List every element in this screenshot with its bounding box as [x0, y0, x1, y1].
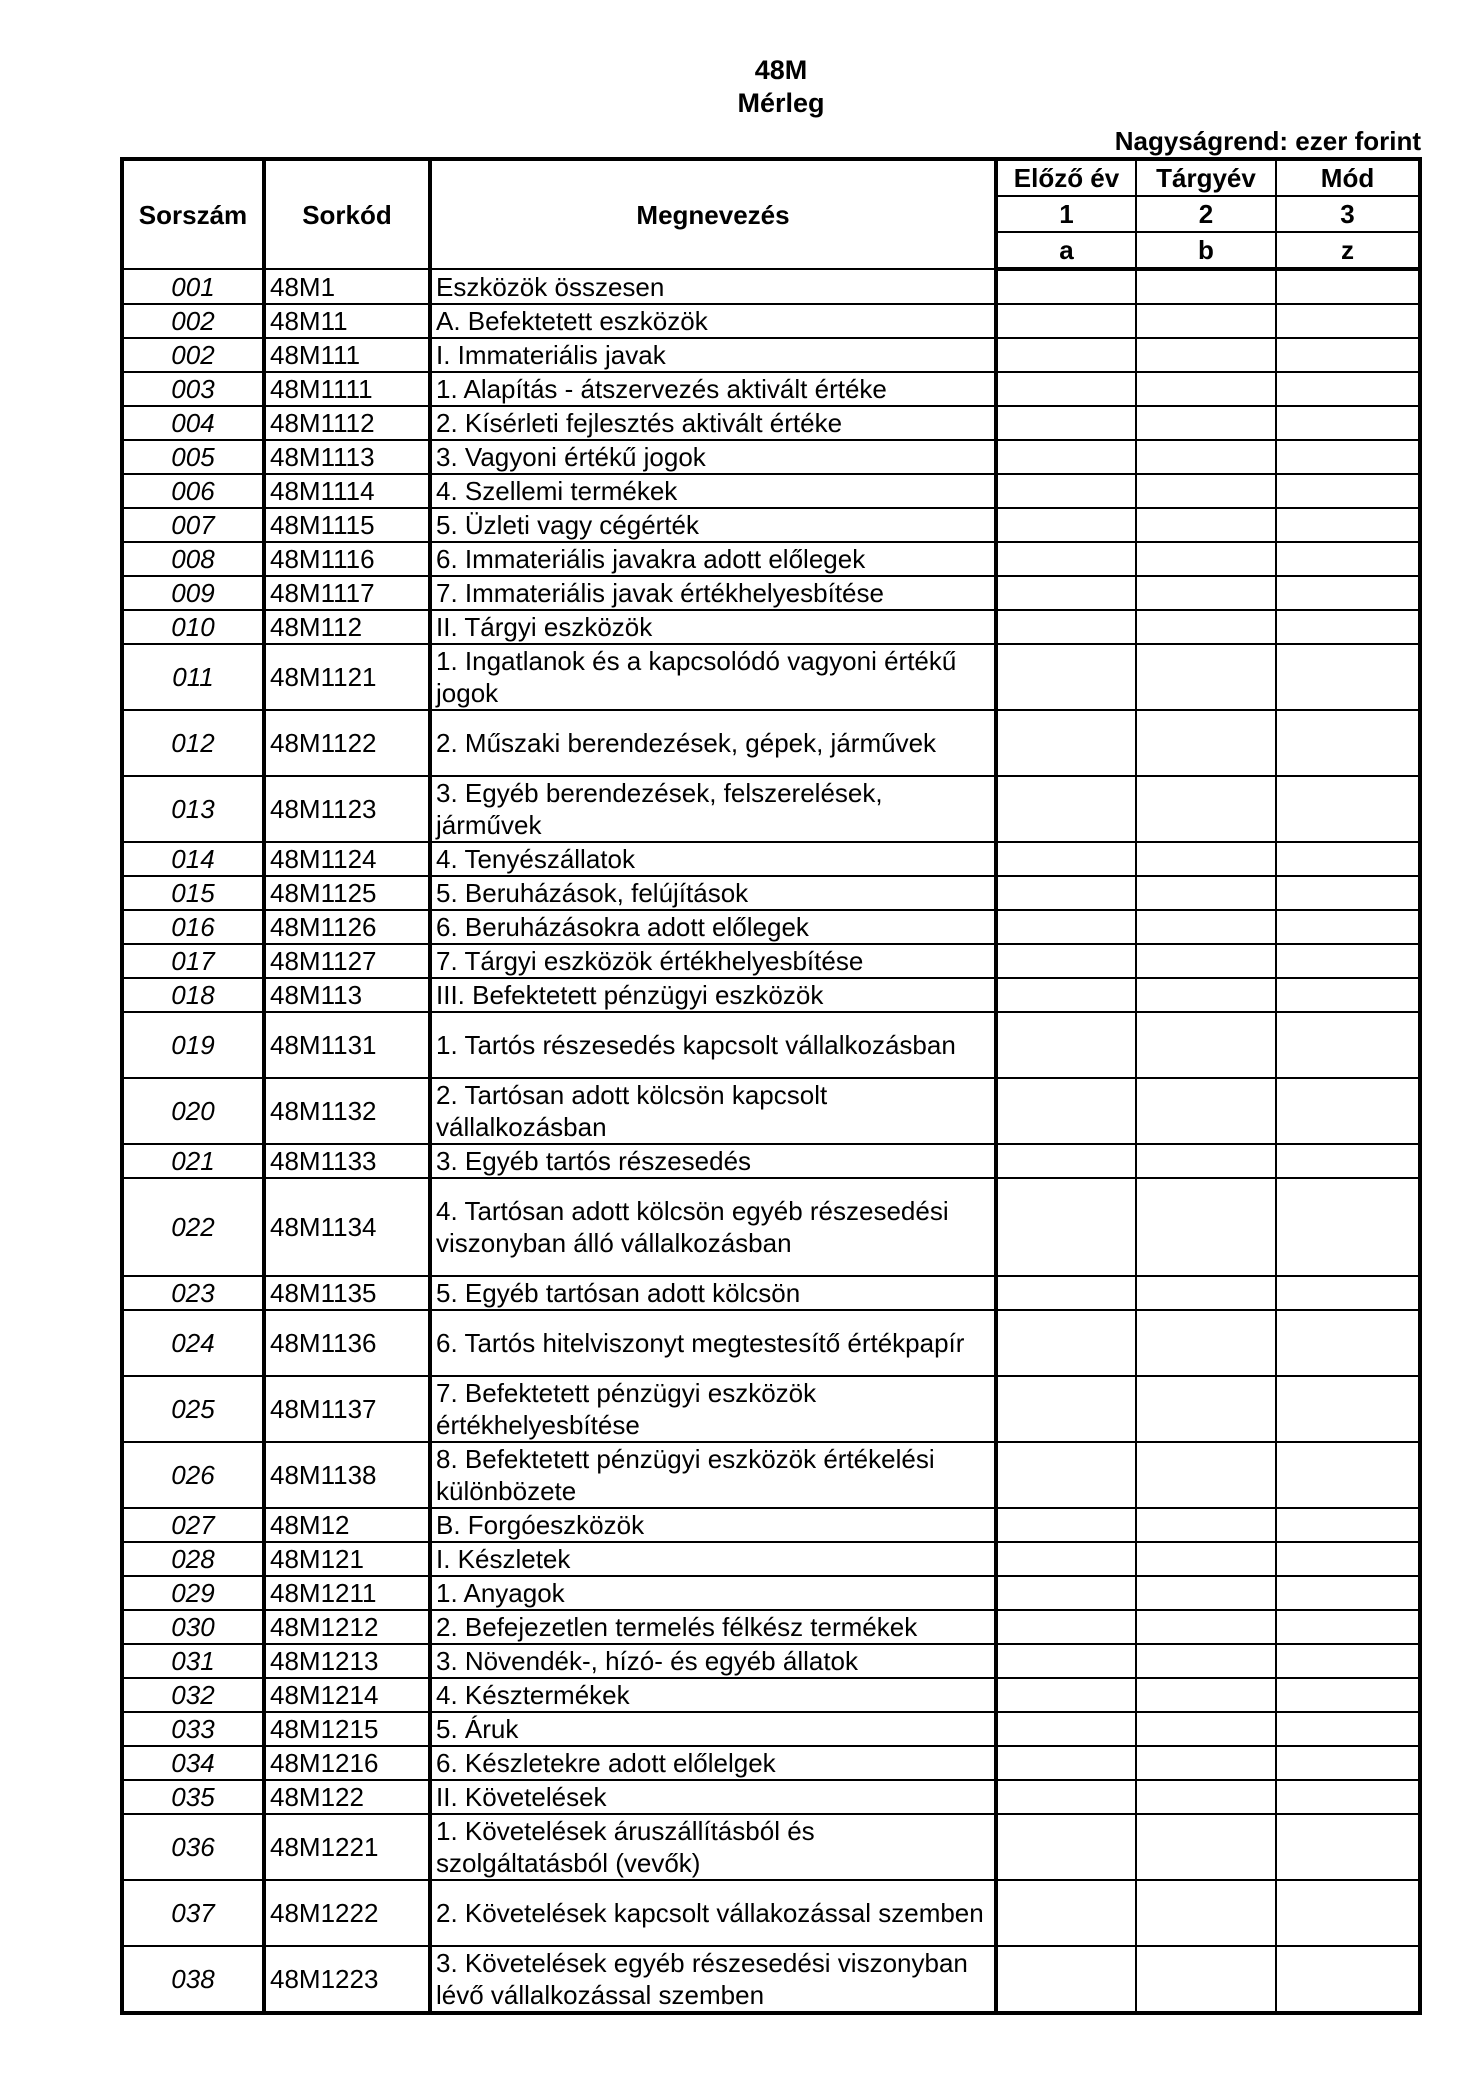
row-megnevezes: 5. Üzleti vagy cégérték [430, 508, 996, 542]
row-sorkod: 48M113 [264, 978, 430, 1012]
row-value-mod[interactable] [1276, 842, 1420, 876]
row-sorkod: 48M12 [264, 1508, 430, 1542]
row-value-targyev[interactable] [1136, 1880, 1276, 1946]
row-value-elozo-ev[interactable] [996, 1880, 1136, 1946]
row-sorkod: 48M1113 [264, 440, 430, 474]
row-megnevezes: 7. Immateriális javak értékhelyesbítése [430, 576, 996, 610]
row-value-targyev[interactable] [1136, 542, 1276, 576]
table-row [122, 944, 1420, 978]
row-value-mod[interactable] [1276, 372, 1420, 406]
row-value-elozo-ev[interactable] [996, 1678, 1136, 1712]
row-sorszam: 002 [122, 338, 264, 372]
row-sorszam: 019 [122, 1012, 264, 1078]
row-megnevezes: II. Tárgyi eszközök [430, 610, 996, 644]
row-sorkod: 48M1138 [264, 1442, 430, 1508]
row-sorkod: 48M1126 [264, 910, 430, 944]
row-value-mod[interactable] [1276, 1178, 1420, 1276]
row-megnevezes: 1. Anyagok [430, 1576, 996, 1610]
row-value-targyev[interactable] [1136, 269, 1276, 304]
table-row [122, 304, 1420, 338]
row-sorkod: 48M1212 [264, 1610, 430, 1644]
row-value-targyev[interactable] [1136, 1644, 1276, 1678]
row-value-targyev[interactable] [1136, 910, 1276, 944]
row-sorkod: 48M1211 [264, 1576, 430, 1610]
row-megnevezes: 5. Beruházások, felújítások [430, 876, 996, 910]
row-megnevezes: 4. Tenyészállatok [430, 842, 996, 876]
table-row [122, 1880, 1420, 1946]
row-sorszam: 013 [122, 776, 264, 842]
row-megnevezes: 3. Egyéb berendezések, felszerelések, járművek [430, 776, 996, 842]
row-value-mod[interactable] [1276, 1678, 1420, 1712]
row-value-mod[interactable] [1276, 542, 1420, 576]
table-row [122, 978, 1420, 1012]
row-value-elozo-ev[interactable] [996, 876, 1136, 910]
row-value-targyev[interactable] [1136, 1780, 1276, 1814]
row-value-elozo-ev[interactable] [996, 944, 1136, 978]
row-sorkod: 48M1132 [264, 1078, 430, 1144]
row-value-mod[interactable] [1276, 1946, 1420, 2013]
row-value-targyev[interactable] [1136, 1814, 1276, 1880]
row-value-mod[interactable] [1276, 1610, 1420, 1644]
row-value-targyev[interactable] [1136, 1542, 1276, 1576]
row-megnevezes: 8. Befektetett pénzügyi eszközök értékelési különbözete [430, 1442, 996, 1508]
row-sorszam: 008 [122, 542, 264, 576]
row-value-mod[interactable] [1276, 406, 1420, 440]
row-sorkod: 48M1116 [264, 542, 430, 576]
row-megnevezes: 6. Immateriális javakra adott előlegek [430, 542, 996, 576]
header-col2-num: 2 [1136, 196, 1276, 232]
header-col3-num: 3 [1276, 196, 1420, 232]
row-value-targyev[interactable] [1136, 1576, 1276, 1610]
row-value-targyev[interactable] [1136, 338, 1276, 372]
row-value-targyev[interactable] [1136, 1712, 1276, 1746]
row-value-elozo-ev[interactable] [996, 644, 1136, 710]
row-value-mod[interactable] [1276, 1508, 1420, 1542]
table-row [122, 474, 1420, 508]
row-sorszam: 025 [122, 1376, 264, 1442]
row-sorszam: 018 [122, 978, 264, 1012]
row-sorszam: 004 [122, 406, 264, 440]
row-value-mod[interactable] [1276, 910, 1420, 944]
row-value-targyev[interactable] [1136, 776, 1276, 842]
table-row [122, 406, 1420, 440]
row-value-elozo-ev[interactable] [996, 542, 1136, 576]
row-value-elozo-ev[interactable] [996, 338, 1136, 372]
row-value-elozo-ev[interactable] [996, 1814, 1136, 1880]
row-value-elozo-ev[interactable] [996, 269, 1136, 304]
row-sorszam: 036 [122, 1814, 264, 1880]
row-sorkod: 48M111 [264, 338, 430, 372]
row-sorkod: 48M1115 [264, 508, 430, 542]
row-sorkod: 48M1131 [264, 1012, 430, 1078]
row-value-mod[interactable] [1276, 776, 1420, 842]
table-row [122, 1610, 1420, 1644]
table-row [122, 1746, 1420, 1780]
table-row [122, 338, 1420, 372]
row-sorkod: 48M1223 [264, 1946, 430, 2013]
row-sorszam: 014 [122, 842, 264, 876]
row-value-elozo-ev[interactable] [996, 1644, 1136, 1678]
row-value-mod[interactable] [1276, 1644, 1420, 1678]
table-row [122, 1078, 1420, 1144]
row-sorkod: 48M1 [264, 269, 430, 304]
row-value-mod[interactable] [1276, 1442, 1420, 1508]
row-sorszam: 007 [122, 508, 264, 542]
table-row [122, 610, 1420, 644]
row-sorszam: 030 [122, 1610, 264, 1644]
table-row [122, 1814, 1420, 1880]
unit-label: Nagyságrend: ezer forint [1114, 126, 1421, 156]
table-row [122, 1542, 1420, 1576]
row-value-targyev[interactable] [1136, 1178, 1276, 1276]
row-sorkod: 48M1135 [264, 1276, 430, 1310]
row-sorszam: 026 [122, 1442, 264, 1508]
row-sorkod: 48M1114 [264, 474, 430, 508]
row-sorszam: 035 [122, 1780, 264, 1814]
table-row [122, 1276, 1420, 1310]
row-sorszam: 012 [122, 710, 264, 776]
table-row [122, 440, 1420, 474]
row-value-mod[interactable] [1276, 508, 1420, 542]
row-sorszam: 024 [122, 1310, 264, 1376]
header-col2-code: b [1136, 232, 1276, 269]
row-value-targyev[interactable] [1136, 406, 1276, 440]
header-col3-label: Mód [1276, 159, 1420, 196]
row-megnevezes: Eszközök összesen [430, 269, 996, 304]
row-sorkod: 48M1124 [264, 842, 430, 876]
row-value-mod[interactable] [1276, 440, 1420, 474]
row-sorszam: 011 [122, 644, 264, 710]
row-value-elozo-ev[interactable] [996, 474, 1136, 508]
row-sorkod: 48M1125 [264, 876, 430, 910]
table-row [122, 1576, 1420, 1610]
row-sorkod: 48M121 [264, 1542, 430, 1576]
row-value-mod[interactable] [1276, 304, 1420, 338]
row-value-targyev[interactable] [1136, 1078, 1276, 1144]
row-megnevezes: 3. Követelések egyéb részesedési viszonyban lévő vállalkozással szemben [430, 1946, 996, 2013]
row-value-targyev[interactable] [1136, 474, 1276, 508]
row-value-elozo-ev[interactable] [996, 776, 1136, 842]
row-value-elozo-ev[interactable] [996, 1542, 1136, 1576]
table-row [122, 1012, 1420, 1078]
table-row [122, 508, 1420, 542]
row-sorkod: 48M112 [264, 610, 430, 644]
row-megnevezes: 2. Műszaki berendezések, gépek, járművek [430, 710, 996, 776]
table-row [122, 876, 1420, 910]
table-row [122, 1178, 1420, 1276]
row-megnevezes: 7. Tárgyi eszközök értékhelyesbítése [430, 944, 996, 978]
row-value-mod[interactable] [1276, 944, 1420, 978]
row-megnevezes: I. Immateriális javak [430, 338, 996, 372]
row-megnevezes: 1. Követelések áruszállításból és szolgáltatásból (vevők) [430, 1814, 996, 1880]
table-row [122, 542, 1420, 576]
table-row [122, 1780, 1420, 1814]
row-value-mod[interactable] [1276, 1012, 1420, 1078]
row-value-targyev[interactable] [1136, 508, 1276, 542]
table-row [122, 1678, 1420, 1712]
row-megnevezes: 2. Követelések kapcsolt vállakozással szemben [430, 1880, 996, 1946]
row-sorszam: 023 [122, 1276, 264, 1310]
row-sorkod: 48M1111 [264, 372, 430, 406]
balance-sheet-table [120, 157, 1422, 2015]
row-sorkod: 48M1117 [264, 576, 430, 610]
table-row [122, 269, 1420, 304]
row-sorkod: 48M1215 [264, 1712, 430, 1746]
row-sorszam: 037 [122, 1880, 264, 1946]
row-value-elozo-ev[interactable] [996, 576, 1136, 610]
row-value-mod[interactable] [1276, 1814, 1420, 1880]
row-value-elozo-ev[interactable] [996, 1012, 1136, 1078]
row-sorkod: 48M1121 [264, 644, 430, 710]
row-sorszam: 038 [122, 1946, 264, 2013]
row-value-mod[interactable] [1276, 1780, 1420, 1814]
row-value-targyev[interactable] [1136, 1678, 1276, 1712]
row-value-targyev[interactable] [1136, 1276, 1276, 1310]
table-row [122, 1946, 1420, 2013]
row-sorkod: 48M1134 [264, 1178, 430, 1276]
row-sorkod: 48M1221 [264, 1814, 430, 1880]
row-sorkod: 48M1216 [264, 1746, 430, 1780]
row-value-elozo-ev[interactable] [996, 1310, 1136, 1376]
row-value-targyev[interactable] [1136, 1376, 1276, 1442]
row-sorszam: 027 [122, 1508, 264, 1542]
row-sorkod: 48M1122 [264, 710, 430, 776]
row-value-targyev[interactable] [1136, 1012, 1276, 1078]
row-sorkod: 48M1213 [264, 1644, 430, 1678]
row-sorszam: 015 [122, 876, 264, 910]
header-sorkod: Sorkód [264, 159, 430, 269]
row-value-mod[interactable] [1276, 1310, 1420, 1376]
row-value-mod[interactable] [1276, 338, 1420, 372]
row-value-elozo-ev[interactable] [996, 440, 1136, 474]
row-value-elozo-ev[interactable] [996, 610, 1136, 644]
row-value-mod[interactable] [1276, 1376, 1420, 1442]
table-row [122, 576, 1420, 610]
row-value-elozo-ev[interactable] [996, 1376, 1136, 1442]
row-megnevezes: 6. Beruházásokra adott előlegek [430, 910, 996, 944]
row-value-mod[interactable] [1276, 1144, 1420, 1178]
row-megnevezes: 1. Tartós részesedés kapcsolt vállalkozásban [430, 1012, 996, 1078]
row-megnevezes: 2. Tartósan adott kölcsön kapcsolt vállalkozásban [430, 1078, 996, 1144]
table-row [122, 1712, 1420, 1746]
row-value-elozo-ev[interactable] [996, 1442, 1136, 1508]
header-megnevezes: Megnevezés [430, 159, 996, 269]
table-row [122, 910, 1420, 944]
row-megnevezes: 2. Kísérleti fejlesztés aktivált értéke [430, 406, 996, 440]
row-value-mod[interactable] [1276, 1576, 1420, 1610]
row-value-targyev[interactable] [1136, 842, 1276, 876]
table-row [122, 1144, 1420, 1178]
row-sorszam: 033 [122, 1712, 264, 1746]
row-value-elozo-ev[interactable] [996, 1508, 1136, 1542]
row-value-elozo-ev[interactable] [996, 1178, 1136, 1276]
row-sorszam: 002 [122, 304, 264, 338]
row-value-mod[interactable] [1276, 269, 1420, 304]
header-col1-code: a [996, 232, 1136, 269]
row-value-targyev[interactable] [1136, 440, 1276, 474]
row-megnevezes: 3. Egyéb tartós részesedés [430, 1144, 996, 1178]
row-sorkod: 48M1136 [264, 1310, 430, 1376]
row-value-targyev[interactable] [1136, 1946, 1276, 2013]
table-body [122, 269, 1420, 2013]
row-value-targyev[interactable] [1136, 610, 1276, 644]
row-value-elozo-ev[interactable] [996, 1276, 1136, 1310]
row-value-elozo-ev[interactable] [996, 1946, 1136, 2013]
row-sorkod: 48M1137 [264, 1376, 430, 1442]
table-row [122, 1442, 1420, 1508]
row-sorkod: 48M11 [264, 304, 430, 338]
row-value-targyev[interactable] [1136, 1746, 1276, 1780]
row-megnevezes: 5. Áruk [430, 1712, 996, 1746]
row-sorszam: 034 [122, 1746, 264, 1780]
row-value-targyev[interactable] [1136, 1610, 1276, 1644]
table-row [122, 842, 1420, 876]
row-sorszam: 003 [122, 372, 264, 406]
row-megnevezes: 7. Befektetett pénzügyi eszközök értékhelyesbítése [430, 1376, 996, 1442]
row-megnevezes: 3. Növendék-, hízó- és egyéb állatok [430, 1644, 996, 1678]
row-value-elozo-ev[interactable] [996, 978, 1136, 1012]
row-value-elozo-ev[interactable] [996, 910, 1136, 944]
row-value-targyev[interactable] [1136, 876, 1276, 910]
row-value-targyev[interactable] [1136, 304, 1276, 338]
row-sorszam: 028 [122, 1542, 264, 1576]
row-sorszam: 029 [122, 1576, 264, 1610]
row-value-mod[interactable] [1276, 576, 1420, 610]
row-value-elozo-ev[interactable] [996, 1746, 1136, 1780]
row-sorszam: 031 [122, 1644, 264, 1678]
row-value-elozo-ev[interactable] [996, 304, 1136, 338]
row-sorszam: 016 [122, 910, 264, 944]
header-col3-code: z [1276, 232, 1420, 269]
row-value-targyev[interactable] [1136, 944, 1276, 978]
row-value-elozo-ev[interactable] [996, 1576, 1136, 1610]
row-value-mod[interactable] [1276, 978, 1420, 1012]
header-col2-label: Tárgyév [1136, 159, 1276, 196]
row-sorkod: 48M122 [264, 1780, 430, 1814]
header-col1-num: 1 [996, 196, 1136, 232]
row-sorszam: 032 [122, 1678, 264, 1712]
row-megnevezes: 1. Ingatlanok és a kapcsolódó vagyoni értékű jogok [430, 644, 996, 710]
row-megnevezes: 4. Késztermékek [430, 1678, 996, 1712]
row-value-mod[interactable] [1276, 1542, 1420, 1576]
table-row [122, 372, 1420, 406]
form-code-title: 48M [754, 55, 808, 85]
table-row [122, 1508, 1420, 1542]
row-sorszam: 005 [122, 440, 264, 474]
row-value-mod[interactable] [1276, 474, 1420, 508]
row-value-mod[interactable] [1276, 1712, 1420, 1746]
row-value-targyev[interactable] [1136, 1442, 1276, 1508]
row-value-mod[interactable] [1276, 644, 1420, 710]
row-value-elozo-ev[interactable] [996, 508, 1136, 542]
row-value-elozo-ev[interactable] [996, 710, 1136, 776]
row-megnevezes: 6. Készletekre adott előlelgek [430, 1746, 996, 1780]
row-value-elozo-ev[interactable] [996, 1144, 1136, 1178]
table-row [122, 644, 1420, 710]
table-row [122, 1644, 1420, 1678]
row-value-targyev[interactable] [1136, 644, 1276, 710]
row-sorszam: 006 [122, 474, 264, 508]
row-value-targyev[interactable] [1136, 372, 1276, 406]
row-value-elozo-ev[interactable] [996, 372, 1136, 406]
table-row [122, 1310, 1420, 1376]
row-sorszam: 022 [122, 1178, 264, 1276]
row-sorszam: 021 [122, 1144, 264, 1178]
row-sorszam: 009 [122, 576, 264, 610]
row-value-targyev[interactable] [1136, 978, 1276, 1012]
row-megnevezes: 5. Egyéb tartósan adott kölcsön [430, 1276, 996, 1310]
row-value-mod[interactable] [1276, 710, 1420, 776]
row-value-mod[interactable] [1276, 1880, 1420, 1946]
row-sorkod: 48M1222 [264, 1880, 430, 1946]
row-megnevezes: 6. Tartós hitelviszonyt megtestesítő értékpapír [430, 1310, 996, 1376]
row-megnevezes: 4. Tartósan adott kölcsön egyéb részesedési viszonyban álló vállalkozásban [430, 1178, 996, 1276]
row-value-targyev[interactable] [1136, 576, 1276, 610]
header-sorszam: Sorszám [122, 159, 264, 269]
row-value-elozo-ev[interactable] [996, 406, 1136, 440]
row-value-mod[interactable] [1276, 1078, 1420, 1144]
header-col1-label: Előző év [996, 159, 1136, 196]
row-megnevezes: II. Követelések [430, 1780, 996, 1814]
row-sorkod: 48M1127 [264, 944, 430, 978]
row-value-targyev[interactable] [1136, 1144, 1276, 1178]
row-megnevezes: B. Forgóeszközök [430, 1508, 996, 1542]
row-megnevezes: 4. Szellemi termékek [430, 474, 996, 508]
form-title: Mérleg [737, 88, 825, 118]
row-sorkod: 48M1123 [264, 776, 430, 842]
row-value-targyev[interactable] [1136, 1310, 1276, 1376]
row-value-mod[interactable] [1276, 876, 1420, 910]
row-value-mod[interactable] [1276, 1276, 1420, 1310]
row-megnevezes: III. Befektetett pénzügyi eszközök [430, 978, 996, 1012]
row-sorkod: 48M1133 [264, 1144, 430, 1178]
row-megnevezes: 1. Alapítás - átszervezés aktivált értéke [430, 372, 996, 406]
table-row [122, 1376, 1420, 1442]
row-megnevezes: 3. Vagyoni értékű jogok [430, 440, 996, 474]
row-megnevezes: A. Befektetett eszközök [430, 304, 996, 338]
table-row [122, 710, 1420, 776]
row-sorszam: 017 [122, 944, 264, 978]
row-value-elozo-ev[interactable] [996, 1610, 1136, 1644]
row-sorkod: 48M1112 [264, 406, 430, 440]
row-value-mod[interactable] [1276, 1746, 1420, 1780]
row-sorszam: 020 [122, 1078, 264, 1144]
row-sorszam: 001 [122, 269, 264, 304]
row-value-elozo-ev[interactable] [996, 1780, 1136, 1814]
row-value-mod[interactable] [1276, 610, 1420, 644]
row-value-elozo-ev[interactable] [996, 1078, 1136, 1144]
row-value-elozo-ev[interactable] [996, 1712, 1136, 1746]
row-value-targyev[interactable] [1136, 1508, 1276, 1542]
table-row [122, 776, 1420, 842]
row-megnevezes: 2. Befejezetlen termelés félkész termékek [430, 1610, 996, 1644]
row-sorkod: 48M1214 [264, 1678, 430, 1712]
row-megnevezes: I. Készletek [430, 1542, 996, 1576]
row-value-elozo-ev[interactable] [996, 842, 1136, 876]
row-sorszam: 010 [122, 610, 264, 644]
row-value-targyev[interactable] [1136, 710, 1276, 776]
